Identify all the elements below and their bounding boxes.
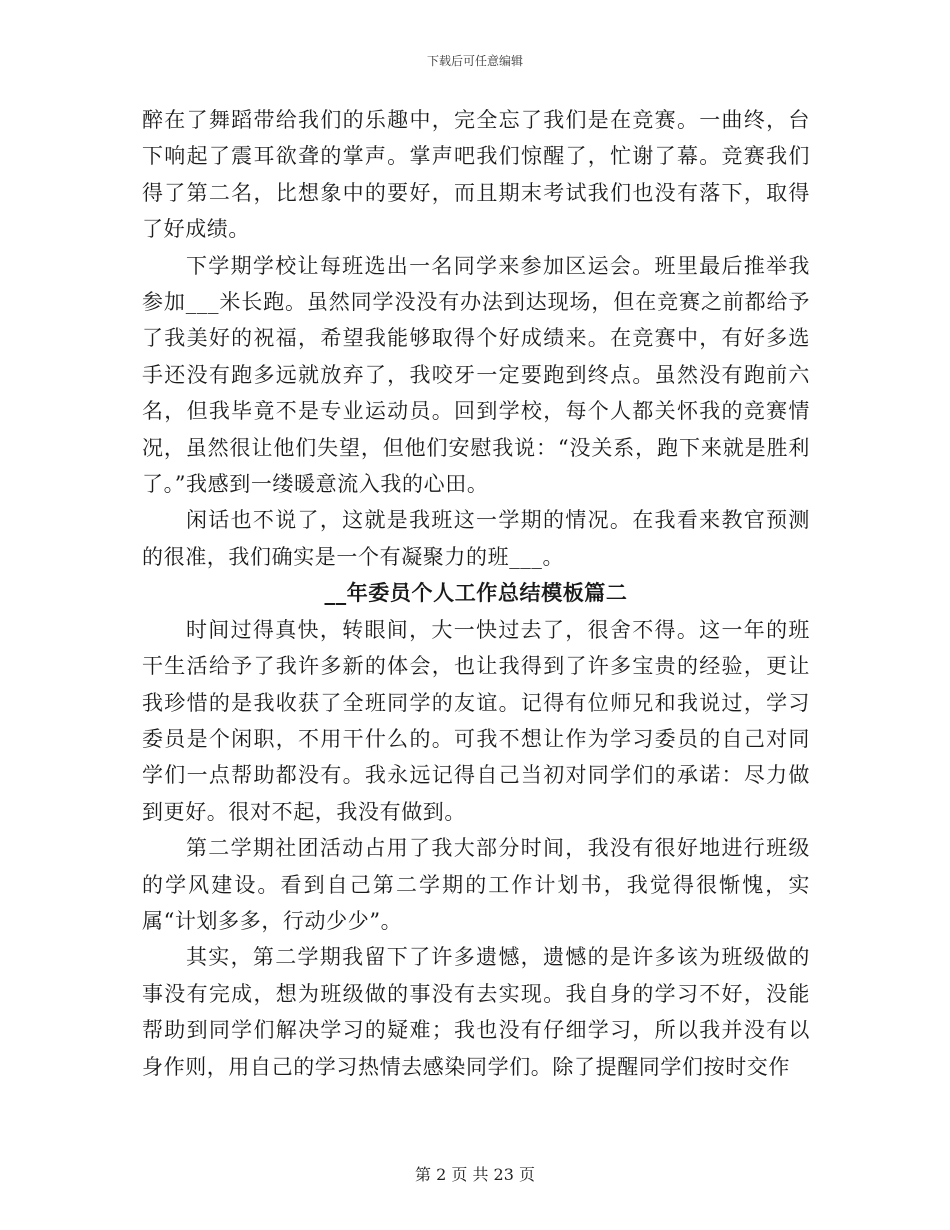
paragraph-4: 时间过得真快，转眼间，大一快过去了，很舍不得。这一年的班干生活给予了我许多新的体会，也让我得到了许多宝贵的经验，更让我珍惜的是我收获了全班同学的友谊。记得有位师兄和我说过，学习委员是个闲职，不用干什么的。可我不想让作为学习委员的自己对同学们一点帮助都没有。我永远记得自己当初对同学们的承诺：尽力做到更好。很对不起，我没有做到。 [142,617,810,824]
paragraph-2: 下学期学校让每班选出一名同学来参加区运会。班里最后推举我参加___米长跑。虽然同学没没有办法到达现场，但在竞赛之前都给予了我美好的祝福，希望我能够取得个好成绩来。在竞赛中，有好多选手还没有跑多远就放弃了，我咬牙一定要跑到终点。虽然没有跑前六名，但我毕竟不是专业运动员。回到学校，每个人都关怀我的竞赛情况，虽然很让他们失望，但他们安慰我说：“没关系，跑下来就是胜利了。”我感到一缕暖意流入我的心田。 [142,253,810,497]
paragraph-3: 闲话也不说了，这就是我班这一学期的情况。在我看来教官预测的很准，我们确实是一个有凝聚力的班___。 [142,508,810,569]
paragraph-6: 其实，第二学期我留下了许多遗憾，遗憾的是许多该为班级做的事没有完成，想为班级做的事没有去实现。我自身的学习不好，没能帮助到同学们解决学习的疑难；我也没有仔细学习，所以我并没有以身作则，用自己的学习热情去感染同学们。除了提醒同学们按时交作 [142,945,810,1079]
paragraph-5: 第二学期社团活动占用了我大部分时间，我没有很好地进行班级的学风建设。看到自己第二学期的工作计划书，我觉得很惭愧，实属“计划多多，行动少少”。 [142,836,810,933]
page-indicator: 第 2 页 共 23 页 [415,1165,535,1184]
header-note: 下载后可任意编辑 [426,54,523,68]
document-body [142,102,810,1085]
paragraph-1: 醉在了舞蹈带给我们的乐趣中，完全忘了我们是在竞赛。一曲终，台下响起了震耳欲聋的掌声。掌声吧我们惊醒了，忙谢了幕。竞赛我们得了第二名，比想象中的要好，而且期末考试我们也没有落下，取得了好成绩。 [142,108,810,242]
section-title: __年委员个人工作总结模板篇二 [324,581,628,606]
